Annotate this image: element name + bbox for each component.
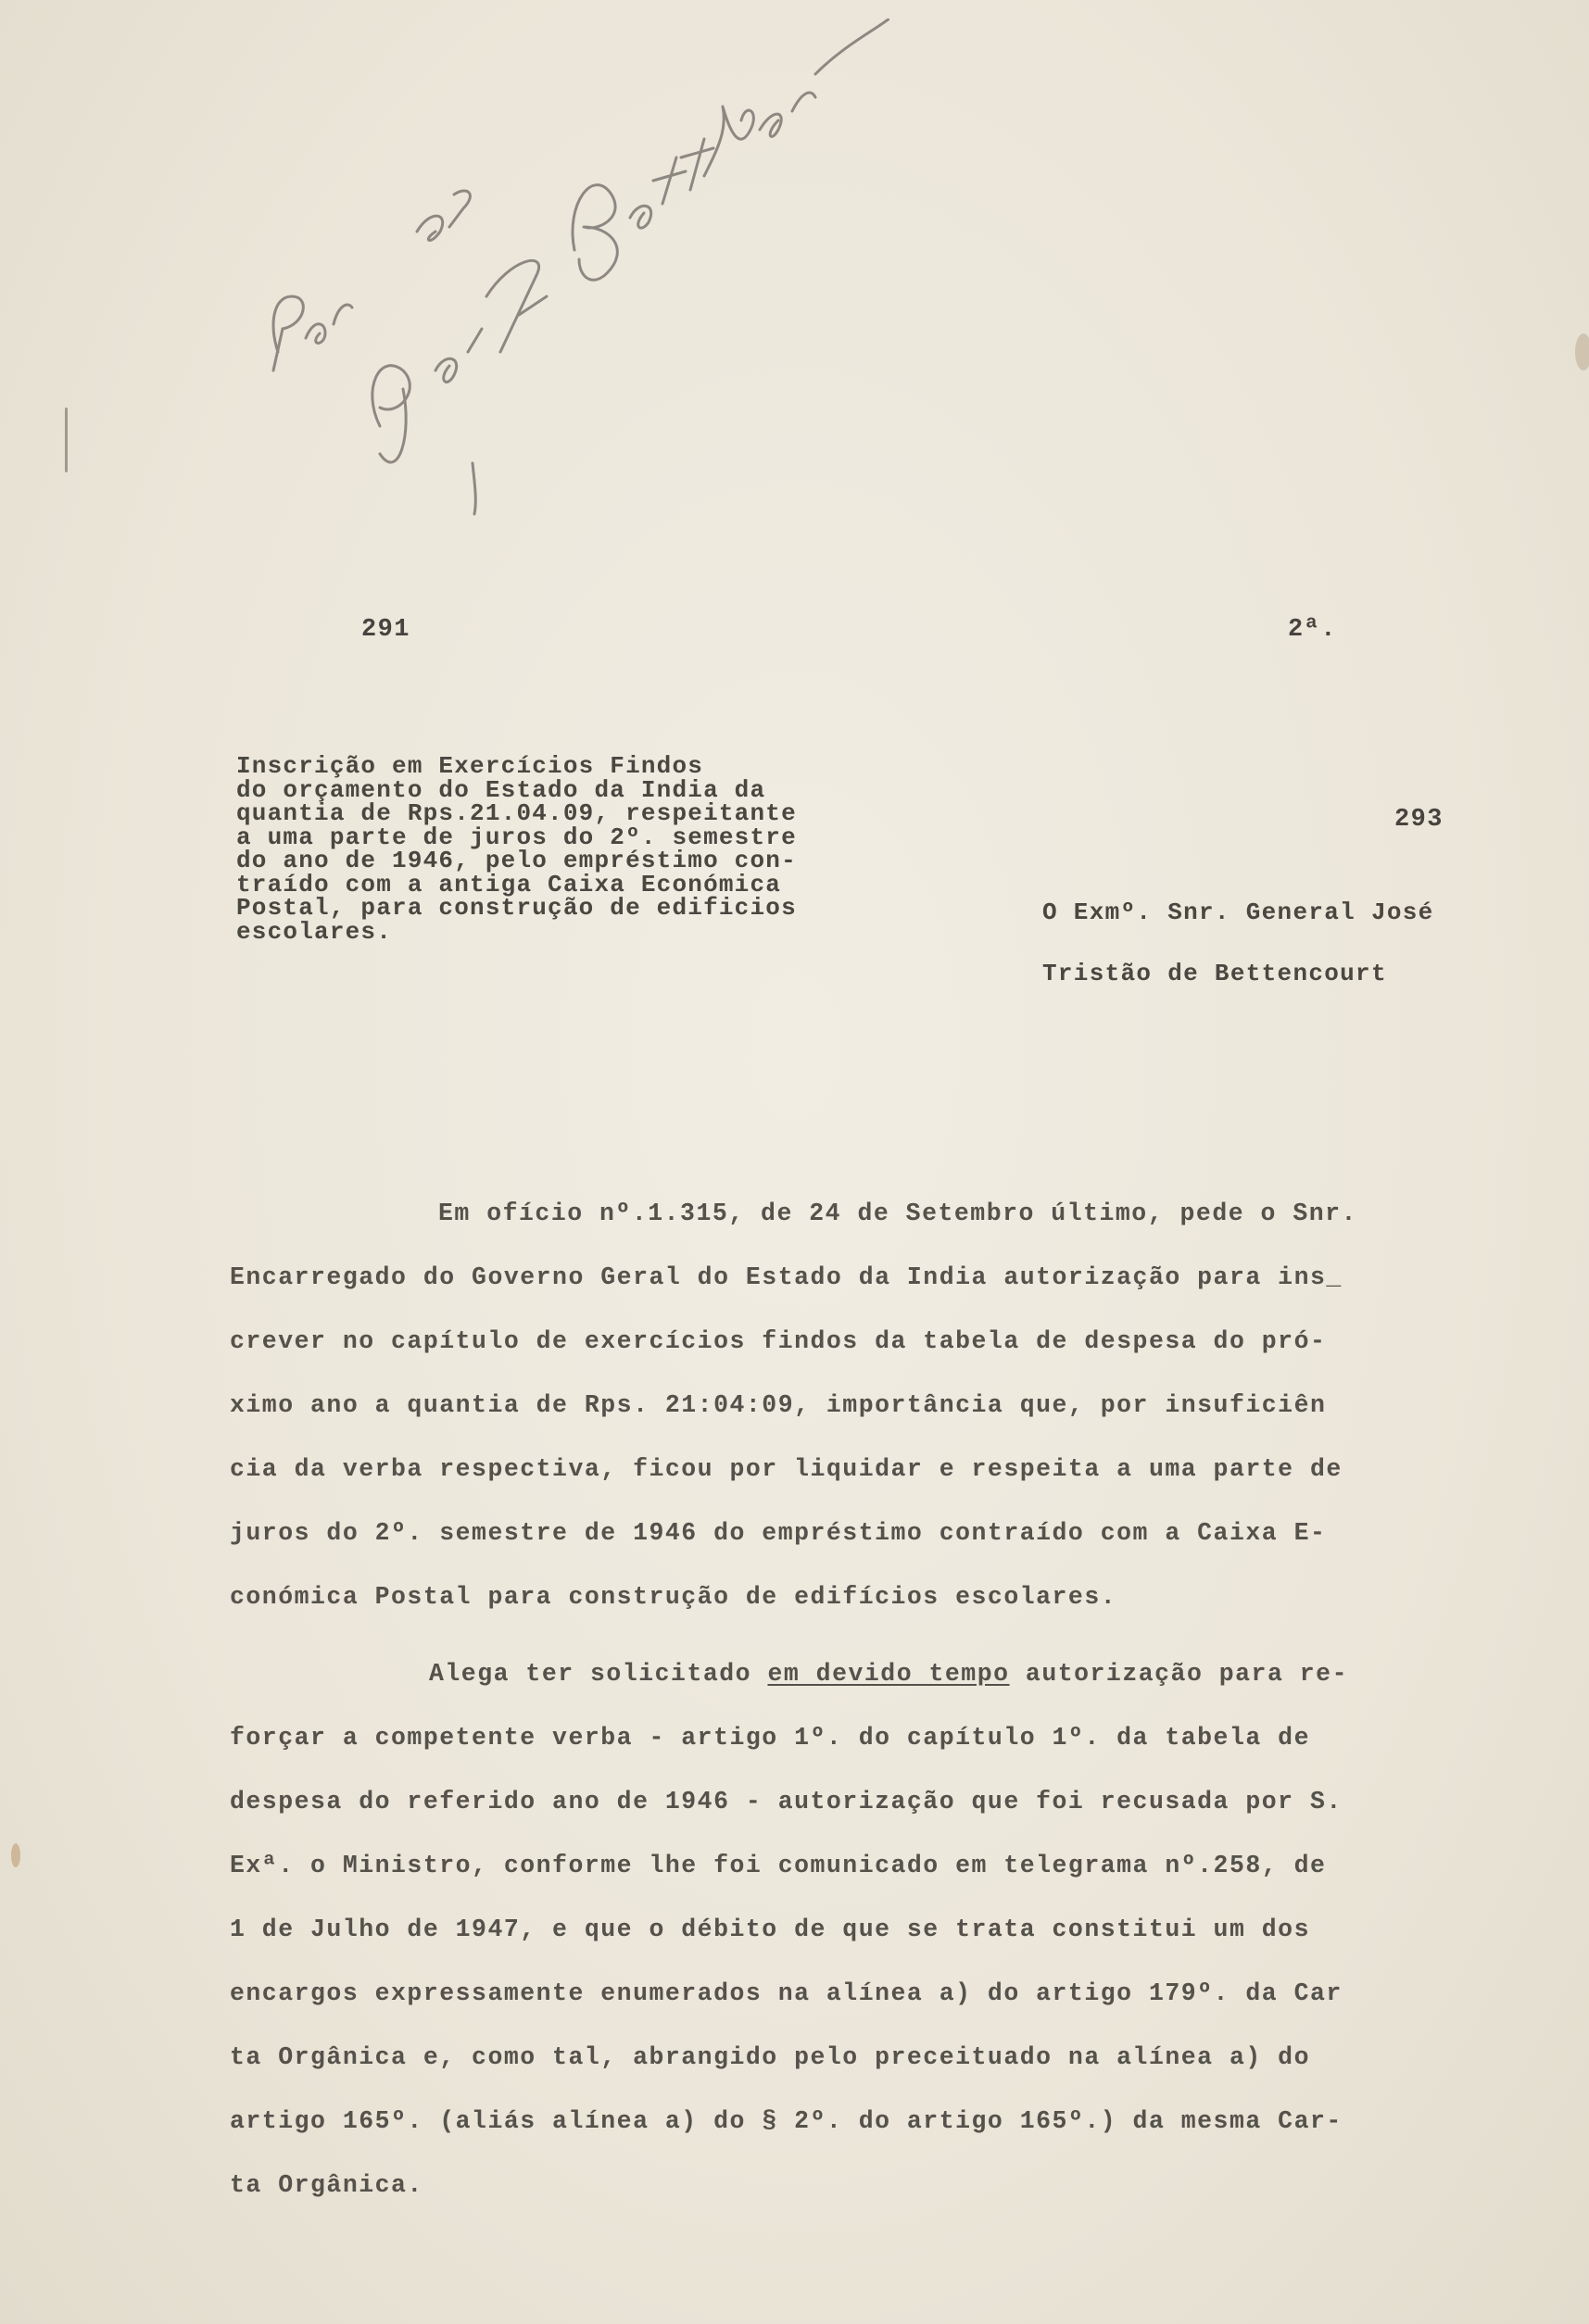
body-line: despesa do referido ano de 1946 - autorização que foi recusada por S. (230, 1788, 1343, 1815)
body-line: cia da verba respectiva, ficou por liquidar e respeita a uma parte de (230, 1455, 1343, 1483)
body-line: juros do 2º. semestre de 1946 do empréstimo contraído com a Caixa E- (230, 1519, 1327, 1547)
summary-line: quantia de Rps.21.04.09, respeitante (236, 799, 797, 827)
body-line: crever no capítulo de exercícios findos da tabela de despesa do pró- (230, 1327, 1327, 1355)
document-number-right: 2ª. (1288, 616, 1337, 644)
summary-line: a uma parte de juros do 2º. semestre (236, 823, 797, 851)
body-line: ximo ano a quantia de Rps. 21:04:09, importância que, por insuficiên (230, 1391, 1327, 1419)
summary-line: Inscrição em Exercícios Findos (236, 752, 704, 780)
body-line: conómica Postal para construção de edifícios escolares. (230, 1583, 1117, 1611)
letter-body (230, 1200, 1490, 2235)
subject-summary (236, 752, 922, 946)
paragraph-2 (230, 1660, 1490, 2235)
paper-stain (65, 408, 68, 472)
body-line: 1 de Julho de 1947, e que o débito de que se trata constitui um dos (230, 1916, 1310, 1943)
addressee-line-1: O Exmº. Snr. General José (1042, 898, 1434, 926)
body-line: Encarregado do Governo Geral do Estado da India autorização para ins_ (230, 1263, 1343, 1291)
paper-stain (1575, 333, 1589, 371)
body-text: Alega ter solicitado (429, 1660, 768, 1688)
body-line: forçar a competente verba - artigo 1º. do capítulo 1º. da tabela de (230, 1724, 1310, 1752)
document-number-left: 291 (361, 616, 410, 644)
body-line: artigo 165º. (aliás alínea a) do § 2º. do artigo 165º.) da mesma Car- (230, 2107, 1343, 2135)
body-line: ta Orgânica e, como tal, abrangido pelo preceituado na alínea a) do (230, 2043, 1310, 2071)
summary-line: escolares. (236, 917, 393, 946)
paragraph-1 (230, 1200, 1490, 1647)
body-text: autorização para re- (1009, 1660, 1348, 1688)
summary-line: do ano de 1946, pelo empréstimo con- (236, 847, 797, 874)
body-line-first (230, 1660, 1490, 1724)
summary-line: Postal, para construção de edificios (236, 894, 797, 922)
summary-line: traído com a antiga Caixa Económica (236, 870, 782, 898)
handwriting-strokes (241, 19, 889, 537)
addressee-line-2: Tristão de Bettencourt (1042, 960, 1387, 987)
paper-stain (11, 1843, 20, 1867)
reference-number: 293 (1394, 806, 1444, 834)
handwritten-annotation (241, 19, 889, 537)
body-line: Exª. o Ministro, conforme lhe foi comunicado em telegrama nº.258, de (230, 1852, 1327, 1879)
body-line: ta Orgânica. (230, 2171, 423, 2199)
body-line: encargos expressamente enumerados na alínea a) do artigo 179º. da Car (230, 1979, 1343, 2007)
body-line: Em ofício nº.1.315, de 24 de Setembro último, pede o Snr. (438, 1200, 1357, 1227)
addressee-block (1042, 898, 1434, 1021)
underlined-phrase: em devido tempo (767, 1660, 1010, 1688)
summary-line: do orçamento do Estado da India da (236, 775, 766, 804)
